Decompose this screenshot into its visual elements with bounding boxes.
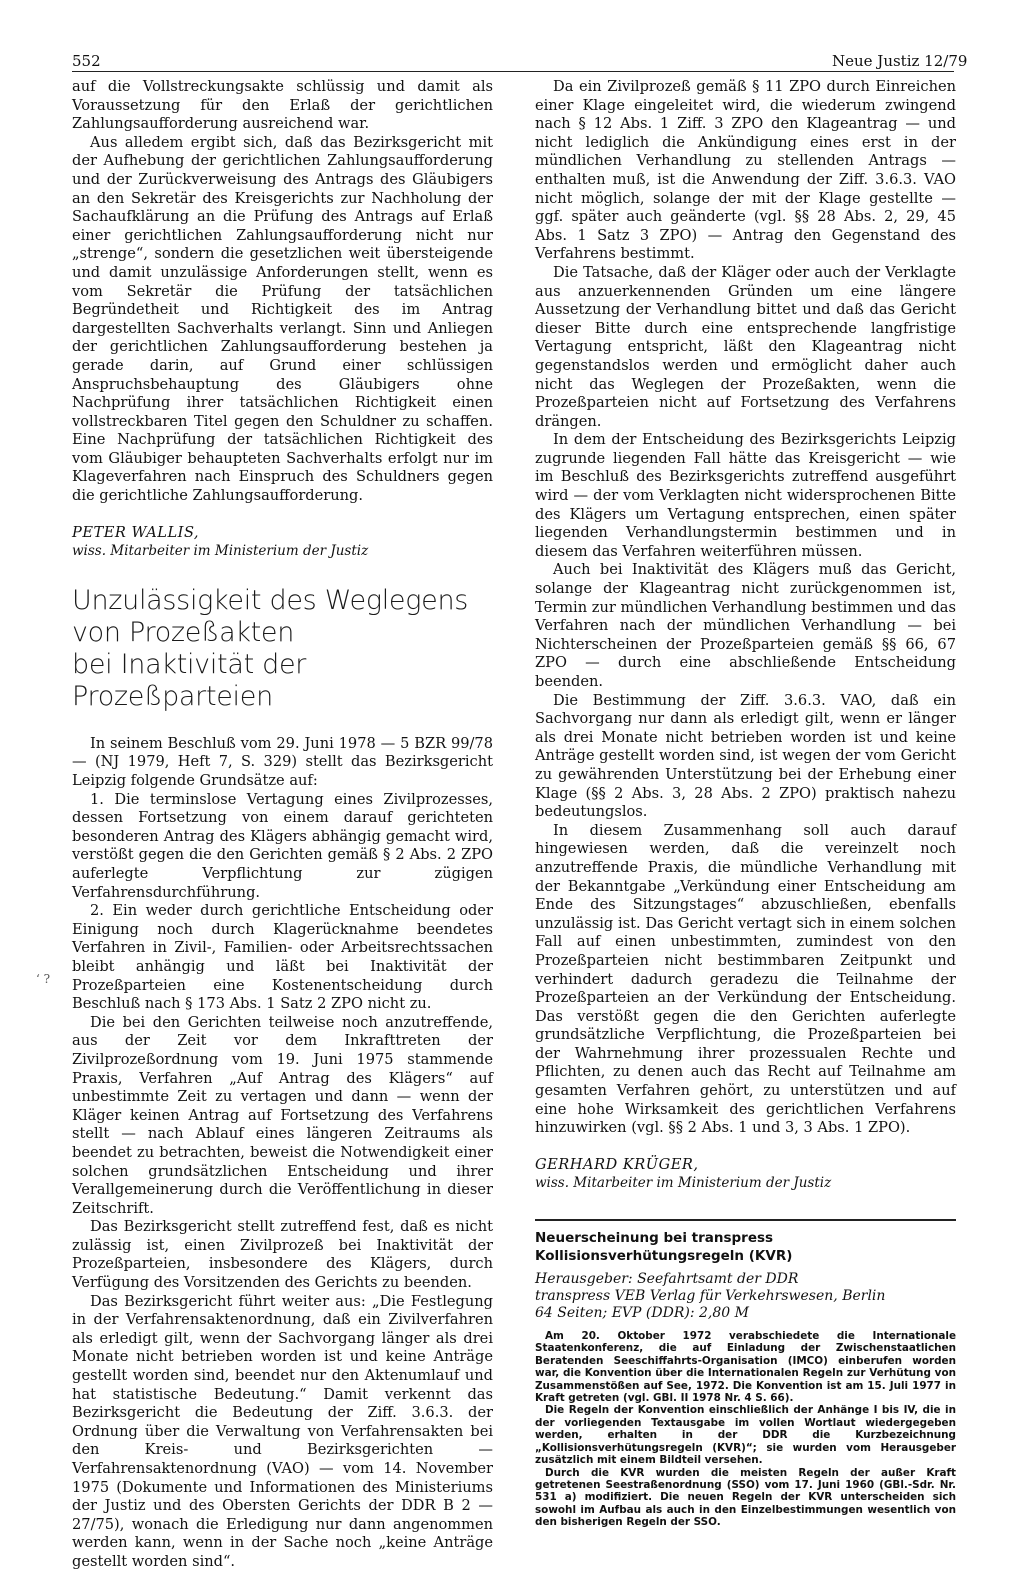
journal-title: Neue Justiz 12/79 xyxy=(832,52,968,70)
paragraph: Das Bezirksgericht stellt zutreffend fest, daß es nicht zulässig ist, einen Zivilprozeß bei Inaktivität der Prozeßparteien, insbesondere des Klägers, durch Verfügung des Vorsitzenden des Gerichts zu beenden. xyxy=(72,1218,493,1292)
right-column xyxy=(535,78,956,1529)
notice-title-line: Kollisionsverhütungsregeln (KVR) xyxy=(535,1248,793,1265)
headline-line: bei Inaktivität der Prozeßparteien xyxy=(72,648,307,712)
paragraph: Das Bezirksgericht führt weiter aus: „Die Festlegung in der Verfahrensaktenordnung, daß ein Zivilverfahren als erledigt gilt, wenn der Sachvorgang länger als drei Monate nicht betrieben worden ist und keine Anträge gestellt worden sind, beendet nur den Aktenumlauf und hat statistische Bedeutung.“ Damit verkennt das Bezirksgericht die Bedeutung der Ziff. 3.6.3. der Ordnung über die Verwaltung von Verfahrensakten bei den Kreis- und Bezirksgerichten — Verfahrensaktenordnung (VAO) — vom 14. November 1975 (Dokumente und Informationen des Ministeriums der Justiz und des Obersten Gerichts der DDR B 2 — 27/75), wonach die Erledigung nur dann angenommen werden kann, wenn in der Sache noch „keine Anträge gestellt worden sind“. xyxy=(72,1292,493,1570)
notice-paragraph: Am 20. Oktober 1972 verabschiedete die Internationale Staatenkonferenz, die auf Einladung der Zwischenstaatlichen Beratenden Seeschiffahrts-Organisation (IMCO) einberufen worden war, die Konvention über die Internationalen Regeln zur Verhütung von Zusammenstößen auf See, 1972. Die Konvention ist am 15. Juli 1977 in Kraft getreten (vgl. GBl. II 1978 Nr. 4 S. 66). xyxy=(535,1330,956,1405)
author-role: wiss. Mitarbeiter im Ministerium der Justiz xyxy=(72,543,369,560)
paragraph: In diesem Zusammenhang soll auch darauf hingewiesen werden, daß die vereinzelt noch anzutreffende Praxis, die mündliche Verhandlung mit der Bekanntgabe „Verkündung einer Entscheidung am Ende des Sitzungstages“ abzuschließen, ebenfalls unzulässig ist. Das Gericht vertagt sich in einem solchen Fall auf einen unbestimmten, zumindest von den Prozeßparteien nicht bestimmbaren Zeitpunkt und verhindert dadurch geradezu die Teilnahme der Prozeßparteien an der Verkündung der Entscheidung. Das verstößt gegen die den Gerichten auferlegte grundsätzliche Verpflichtung, die Prozeßparteien bei der Wahrnehmung ihrer prozessualen Rechte und Pflichten, zu denen auch das Recht auf Teilnahme am gesamten Verfahren gehört, zu unterstützen und auf eine hohe Wirksamkeit des gerichtlichen Verfahrens hinzuwirken (vgl. §§ 2 Abs. 1 und 3, 3 Abs. 1 ZPO). xyxy=(535,821,956,1137)
left-column xyxy=(72,78,493,1572)
notice-body xyxy=(535,1330,956,1529)
article-headline xyxy=(72,585,493,713)
notice-meta-line: 64 Seiten; EVP (DDR): 2,80 M xyxy=(535,1305,749,1322)
notice-paragraph: Durch die KVR wurden die meisten Regeln der außer Kraft getretenen Seestraßenordnung (SSO) vom 17. Juni 1960 (GBl.-Sdr. Nr. 531 a) modifiziert. Die neuen Regeln der KVR unterscheiden sich sowohl im Aufbau als auch in den Einzelbestimmungen wesentlich von den bisherigen Regeln der SSO. xyxy=(535,1466,956,1529)
paragraph: Da ein Zivilprozeß gemäß § 11 ZPO durch Einreichen einer Klage eingeleitet wird, die wiederum zwingend nach § 12 Abs. 1 Ziff. 3 ZPO den Klageantrag — und nicht lediglich die Ankündigung eines erst in der mündlichen Verhandlung zu stellenden Antrags — enthalten muß, ist die Anwendung der Ziff. 3.6.3. VAO nicht möglich, solange der mit der Klage gestellte — ggf. später auch geänderte (vgl. §§ 28 Abs. 2, 29, 45 Abs. 1 Satz 3 ZPO) — Antrag den Gegenstand des Verfahrens bestimmt. xyxy=(535,78,956,263)
margin-mark: ‘ ? xyxy=(36,972,51,986)
paragraph: 2. Ein weder durch gerichtliche Entscheidung oder Einigung noch durch Klagerücknahme beendetes Verfahren in Zivil-, Familien- oder Arbeitsrechtssachen bleibt anhängig und läßt bei Inaktivität der Prozeßparteien eine Kostenentscheidung durch Beschluß nach § 173 Abs. 1 Satz 2 ZPO nicht zu. xyxy=(72,902,493,1013)
headline-line: von Prozeßakten xyxy=(72,616,295,648)
paragraph: Die Tatsache, daß der Kläger oder auch der Verklagte aus anzuerkennenden Gründen um eine längere Aussetzung der Verhandlung bittet und daß das Gericht dieser Bitte durch eine entsprechende langfristige Vertagung entspricht, läßt den Klageantrag nicht gegenstandslos werden und ermöglicht daher auch nicht das Weglegen der Prozeßakten, wenn die Prozeßparteien nicht auf Fortsetzung des Verfahrens drängen. xyxy=(535,263,956,430)
header-rule xyxy=(72,71,954,72)
page-number: 552 xyxy=(72,52,101,70)
author-signature xyxy=(535,1156,956,1193)
notice-paragraph: Die Regeln der Konvention einschließlich der Anhänge I bis IV, die in der vorliegenden Textausgabe im vollen Wortlaut wiedergegeben werden, erhalten in der DDR die Kurzbezeichnung „Kollisionsverhütungsregeln (KVR)“; sie wurden vom Herausgeber zusätzlich mit einem Bildteil versehen. xyxy=(535,1404,956,1467)
notice-title xyxy=(535,1229,956,1265)
paragraph: Die Bestimmung der Ziff. 3.6.3. VAO, daß ein Sachvorgang nur dann als erledigt gilt, wenn er länger als drei Monate nicht betrieben worden ist und keine Anträge gestellt worden sind, ist wegen der vom Gericht zu gewährenden Unterstützung bei der Erhebung einer Klage (§§ 2 Abs. 3, 28 Abs. 2 ZPO) praktisch nahezu bedeutungslos. xyxy=(535,691,956,821)
paragraph: In seinem Beschluß vom 29. Juni 1978 — 5 BZR 99/78 — (NJ 1979, Heft 7, S. 329) stellt das Bezirksgericht Leipzig folgende Grundsätze auf: xyxy=(72,734,493,790)
paragraph: Aus alledem ergibt sich, daß das Bezirksgericht mit der Aufhebung der gerichtlichen Zahlungsaufforderung und der Zurückverweisung des Antrags des Gläubigers an den Sekretär des Kreisgerichts zur Nachholung der Sachaufklärung an die Prüfung des Antrags auf Erlaß einer gerichtlichen Zahlungsaufforderung nicht nur „strenge“, sondern die gesetzlichen weit übersteigende und damit unzulässige Anforderungen stellt, wenn es vom Sekretär die Prüfung der tatsächlichen Begründetheit und Richtigkeit des im Antrag dargestellten Sachverhalts verlangt. Sinn und Anliegen der gerichtlichen Zahlungsaufforderung bestehen ja gerade darin, auf Grund einer schlüssigen Anspruchsbehauptung des Gläubigers ohne Nachprüfung ihrer tatsächlichen Richtigkeit einen vollstreckbaren Titel gegen den Schuldner zu schaffen. Eine Nachprüfung der tatsächlichen Richtigkeit des vom Gläubiger behaupteten Sachverhalts erfolgt nur im Klageverfahren nach Einspruch des Schuldners gegen die gerichtliche Zahlungsaufforderung. xyxy=(72,133,493,505)
paragraph: In dem der Entscheidung des Bezirksgerichts Leipzig zugrunde liegenden Fall hätte das Kreisgericht — wie im Beschluß des Bezirksgerichts zutreffend ausgeführt wird — der vom Verklagten nicht widersprochenen Bitte des Klägers um Vertagung entsprechen, einen später liegenden Verhandlungstermin bestimmen und in diesem das Verfahren weiterführen müssen. xyxy=(535,431,956,560)
author-role: wiss. Mitarbeiter im Ministerium der Justiz xyxy=(535,1175,832,1192)
notice-meta-line: Herausgeber: Seefahrtsamt der DDR xyxy=(535,1271,799,1288)
paragraph: Die bei den Gerichten teilweise noch anzutreffende, aus der Zeit vor dem Inkrafttreten der Zivilprozeßordnung vom 19. Juni 1975 stammende Praxis, Verfahren „Auf Antrag des Klägers“ auf unbestimmte Zeit zu vertagen und dann — wenn der Kläger keinen Antrag auf Fortsetzung des Verfahrens stellt — nach Ablauf eines längeren Zeitraums als beendet zu betrachten, beweist die Notwendigkeit einer solchen grundsätzlichen Entscheidung und ihrer Verallgemeinerung durch die Veröffentlichung in dieser Zeitschrift. xyxy=(72,1013,493,1217)
paragraph: Auch bei Inaktivität des Klägers muß das Gericht, solange der Klageantrag nicht zurückgenommen ist, Termin zur mündlichen Verhandlung bestimmen und das Verfahren nach der mündlichen Verhandlung — bei Nichterscheinen der Prozeßparteien gemäß §§ 66, 67 ZPO — durch eine abschließende Entscheidung beenden. xyxy=(535,561,956,690)
notice-meta xyxy=(535,1271,956,1322)
paragraph: auf die Vollstreckungsakte schlüssig und damit als Voraussetzung für den Erlaß der gerichtlichen Zahlungsaufforderung ausreichend war. xyxy=(72,78,493,133)
notice-rule xyxy=(535,1219,956,1221)
author-name: GERHARD KRÜGER, xyxy=(535,1155,699,1173)
headline-line: Unzulässigkeit des Weglegens xyxy=(72,584,469,616)
paragraph: 1. Die terminslose Vertagung eines Zivilprozesses, dessen Fortsetzung von einem darauf gerichteten besonderen Antrag des Klägers abhängig gemacht wird, verstößt gegen die den Gerichten gemäß § 2 Abs. 2 ZPO auferlegte Verpflichtung zur zügigen Verfahrensdurchführung. xyxy=(72,790,493,901)
author-name: PETER WALLIS, xyxy=(72,523,200,541)
notice-meta-line: transpress VEB Verlag für Verkehrswesen, Berlin xyxy=(535,1288,886,1305)
notice-title-line: Neuerscheinung bei transpress xyxy=(535,1230,774,1247)
author-signature xyxy=(72,524,493,561)
